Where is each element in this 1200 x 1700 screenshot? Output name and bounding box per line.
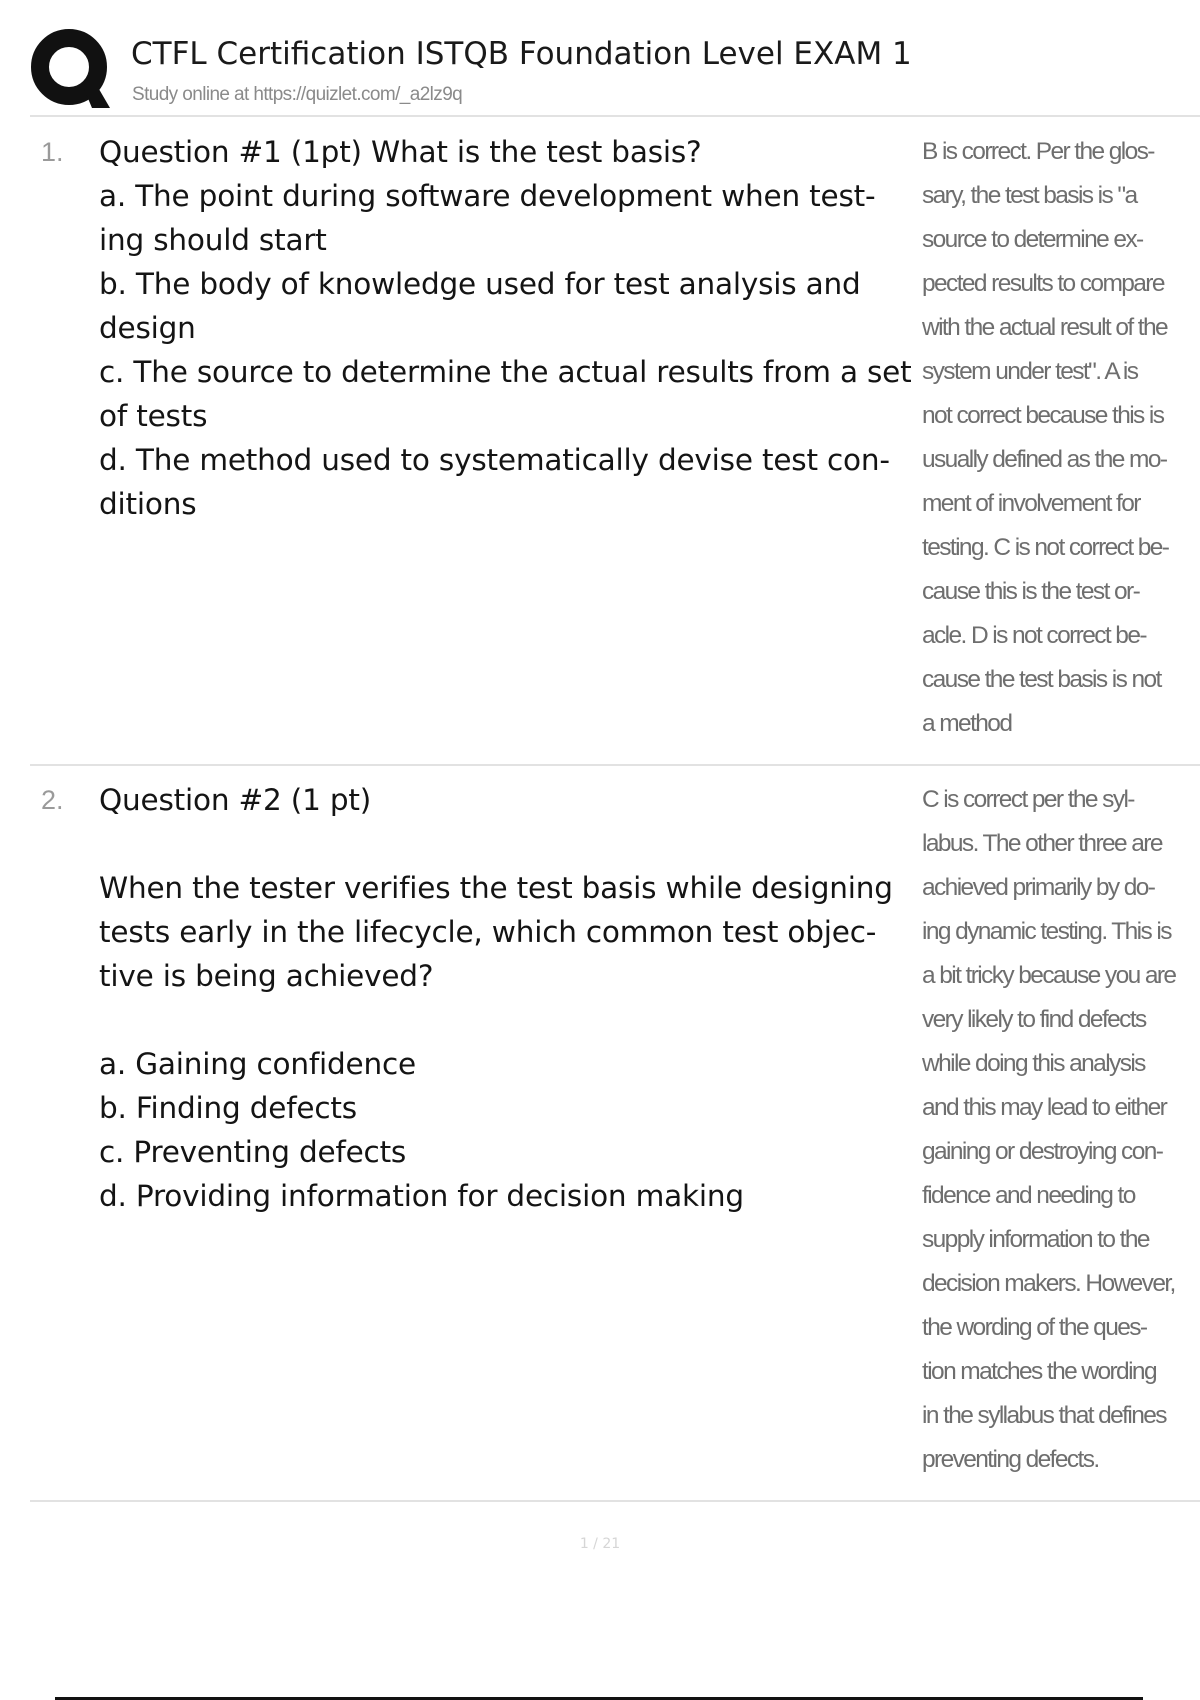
answer-line: sary, the test basis is "a <box>922 182 1137 209</box>
answer-line: usually defined as the mo- <box>922 446 1167 473</box>
answer-line: achieved primarily by do- <box>922 874 1155 901</box>
answer-line: fidence and needing to <box>922 1182 1135 1209</box>
answer-line: system under test". A is <box>922 358 1138 385</box>
answer-line: pected results to compare <box>922 270 1164 297</box>
option-d: d. The method used to systematically devise test con-ditions <box>99 443 890 521</box>
answer-line: testing. C is not correct be- <box>922 534 1169 561</box>
answer-line: decision makers. However, <box>922 1270 1175 1297</box>
option-a: a. The point during software development when test-ing should start <box>99 179 876 257</box>
answer-line: not correct because this is <box>922 402 1164 429</box>
study-online-link[interactable]: Study online at https://quizlet.com/_a2lz9q <box>132 84 463 105</box>
answer-line: cause the test basis is not <box>922 666 1161 693</box>
card-number: 1. <box>41 137 64 167</box>
option-b: b. Finding defects <box>99 1091 357 1125</box>
answer-line: very likely to find defects <box>922 1006 1146 1033</box>
divider <box>30 764 1200 766</box>
answer-line: a method <box>922 710 1012 737</box>
answer-line: source to determine ex- <box>922 226 1143 253</box>
option-c: c. The source to determine the actual results from a set of tests <box>99 355 912 433</box>
answer-line: preventing defects. <box>922 1446 1099 1473</box>
answer-line: tion matches the wording <box>922 1358 1156 1385</box>
answer-line: acle. D is not correct be- <box>922 622 1146 649</box>
question-title: Question #1 (1pt) What is the test basis? <box>99 135 702 169</box>
answer-line: in the syllabus that defines <box>922 1402 1166 1429</box>
divider <box>30 115 1200 117</box>
answer-line: ing dynamic testing. This is <box>922 918 1171 945</box>
answer-line: cause this is the test or- <box>922 578 1140 605</box>
answer-line: ment of involvement for <box>922 490 1140 517</box>
answer-line: supply information to the <box>922 1226 1149 1253</box>
answer-line: B is correct. Per the glos- <box>922 138 1154 165</box>
answer-line: a bit tricky because you are <box>922 962 1176 989</box>
card-number: 2. <box>41 785 64 815</box>
divider <box>30 1500 1200 1502</box>
option-c: c. Preventing defects <box>99 1135 407 1169</box>
option-a: a. Gaining confidence <box>99 1047 416 1081</box>
answer-line: while doing this analysis <box>922 1050 1145 1077</box>
option-d: d. Providing information for decision making <box>99 1179 744 1213</box>
question-prompt: When the tester verifies the test basis while designing tests early in the lifecycle, which common test objec-tive is being achieved? <box>99 871 893 993</box>
page-number: 1 / 21 <box>579 1536 621 1552</box>
answer-line: the wording of the ques- <box>922 1314 1147 1341</box>
question-text <box>99 130 917 526</box>
answer-line: labus. The other three are <box>922 830 1162 857</box>
question-title: Question #2 (1 pt) <box>99 783 372 817</box>
answer-explanation <box>922 778 1192 1482</box>
answer-line: gaining or destroying con- <box>922 1138 1163 1165</box>
option-b: b. The body of knowledge used for test analysis and design <box>99 267 861 345</box>
document-header <box>0 0 1200 118</box>
answer-line: and this may lead to either <box>922 1094 1167 1121</box>
answer-explanation <box>922 130 1192 746</box>
answer-line: with the actual result of the <box>922 314 1168 341</box>
document-title: CTFL Certification ISTQB Foundation Level EXAM 1 <box>131 36 912 72</box>
quizlet-logo-icon <box>30 28 112 110</box>
question-text <box>99 778 917 1218</box>
answer-line: C is correct per the syl- <box>922 786 1134 813</box>
